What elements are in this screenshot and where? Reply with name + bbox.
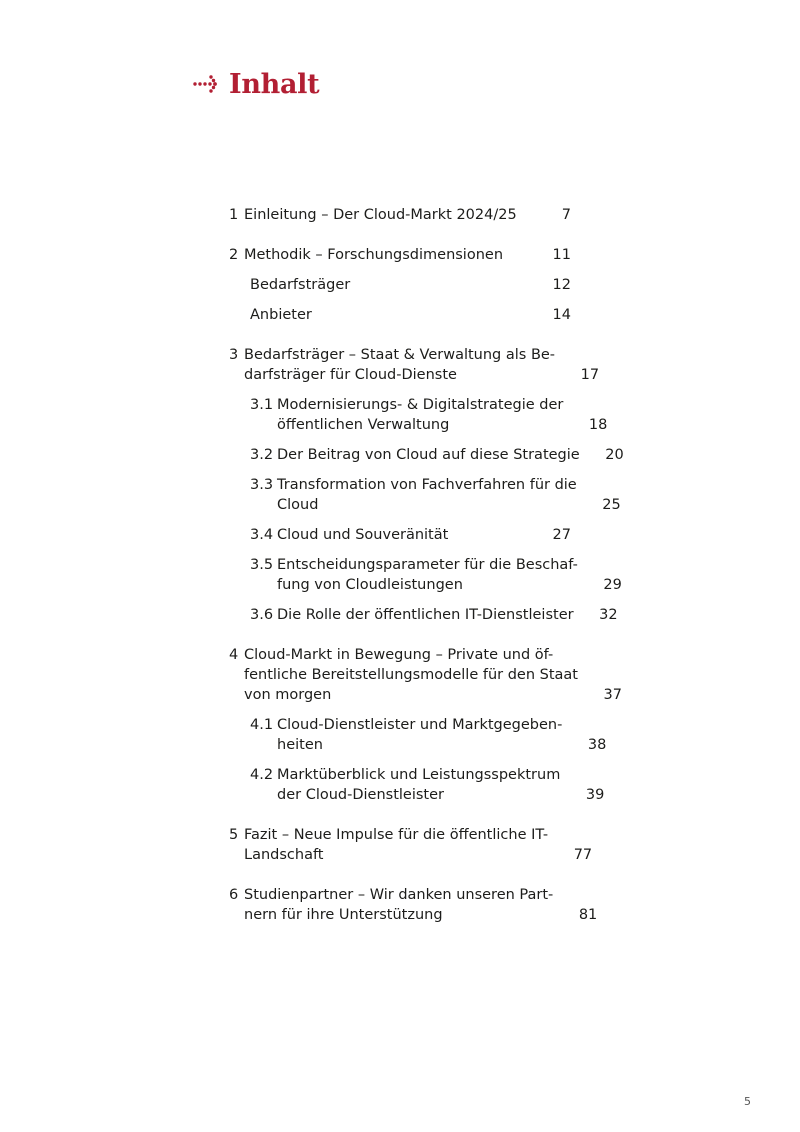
toc-number: 4.2 (250, 767, 274, 783)
toc-entry-3-5[interactable] (250, 555, 622, 595)
toc-entry-3-3[interactable] (250, 475, 621, 515)
toc-number: 4.1 (250, 717, 274, 733)
toc-number: 3.5 (250, 557, 274, 573)
toc-page: 29 (603, 577, 622, 593)
toc-entry-6[interactable] (229, 885, 598, 925)
toc-number: 6 (229, 887, 239, 903)
toc-page: 77 (573, 847, 593, 863)
page-title: Inhalt (229, 68, 320, 100)
toc-page: 11 (552, 247, 571, 263)
toc-page: 25 (602, 497, 621, 513)
toc-title: Die Rolle der öffentlichen IT-Dienstleister (277, 607, 574, 623)
toc-title: Modernisierungs- & Digitalstrategie der öffentlichen Verwaltung (277, 397, 564, 433)
page-number: 5 (744, 1095, 751, 1108)
toc-page: 20 (605, 447, 624, 463)
toc-title: Marktüberblick und Leistungsspektrum der Cloud-Dienstleister (277, 767, 561, 803)
toc-entry-3[interactable] (229, 345, 600, 385)
toc-page: 39 (585, 787, 605, 803)
toc-entry-5[interactable] (229, 825, 593, 865)
toc-entry-2[interactable] (229, 245, 571, 265)
toc-title: Cloud-Markt in Bewegung – Private und öf- fentliche Bereitstellungsmodelle für den Staat von morgen (244, 647, 578, 703)
toc-page: 18 (588, 417, 608, 433)
page-heading (193, 64, 319, 104)
toc-title: Anbieter (250, 307, 312, 323)
toc-entry-3-4[interactable] (250, 525, 571, 545)
toc-number: 5 (229, 827, 239, 843)
toc-title: Fazit – Neue Impulse für die öffentliche IT- Landschaft (244, 827, 549, 863)
toc-number: 3 (229, 347, 239, 363)
toc-page: 37 (603, 687, 622, 703)
toc-number: 3.2 (250, 447, 274, 463)
toc-entry-3-1[interactable] (250, 395, 608, 435)
toc-page: 14 (552, 307, 571, 323)
toc-page: 32 (599, 607, 618, 623)
table-of-contents (229, 205, 624, 925)
toc-title: Bedarfsträger – Staat & Verwaltung als Be- darfsträger für Cloud-Dienste (244, 347, 556, 383)
dotted-arrow-icon (193, 72, 225, 96)
toc-page: 81 (578, 907, 598, 923)
toc-entry-3-6[interactable] (250, 605, 618, 625)
toc-title: Studienpartner – Wir danken unseren Part- nern für ihre Unterstützung (244, 887, 554, 923)
toc-title: Der Beitrag von Cloud auf diese Strategie (277, 447, 580, 463)
toc-entry-1[interactable] (229, 205, 571, 225)
toc-title: Cloud-Dienstleister und Marktgegeben- heiten (277, 717, 563, 753)
toc-page: 12 (552, 277, 571, 293)
toc-title: Transformation von Fachverfahren für die Cloud (277, 477, 577, 513)
toc-entry-4[interactable] (229, 645, 622, 705)
toc-title: Bedarfsträger (250, 277, 351, 293)
toc-title: Entscheidungsparameter für die Beschaf- fung von Cloudleistungen (277, 557, 578, 593)
toc-number: 3.1 (250, 397, 274, 413)
toc-entry-3-2[interactable] (250, 445, 624, 465)
toc-entry-bedarfstraeger[interactable] (250, 275, 571, 295)
toc-title: Cloud und Souveränität (277, 527, 449, 543)
toc-title: Methodik – Forschungsdimensionen (244, 247, 504, 263)
toc-entry-anbieter[interactable] (250, 305, 571, 325)
toc-title: Einleitung – Der Cloud-Markt 2024/25 (244, 207, 517, 223)
toc-page: 7 (561, 207, 571, 223)
toc-number: 3.4 (250, 527, 274, 543)
toc-number: 3.3 (250, 477, 274, 493)
toc-entry-4-1[interactable] (250, 715, 607, 755)
toc-page: 38 (587, 737, 607, 753)
toc-number: 4 (229, 647, 239, 663)
toc-number: 3.6 (250, 607, 274, 623)
toc-page: 27 (552, 527, 571, 543)
toc-entry-4-2[interactable] (250, 765, 605, 805)
toc-number: 1 (229, 207, 239, 223)
toc-number: 2 (229, 247, 239, 263)
toc-page: 17 (580, 367, 600, 383)
